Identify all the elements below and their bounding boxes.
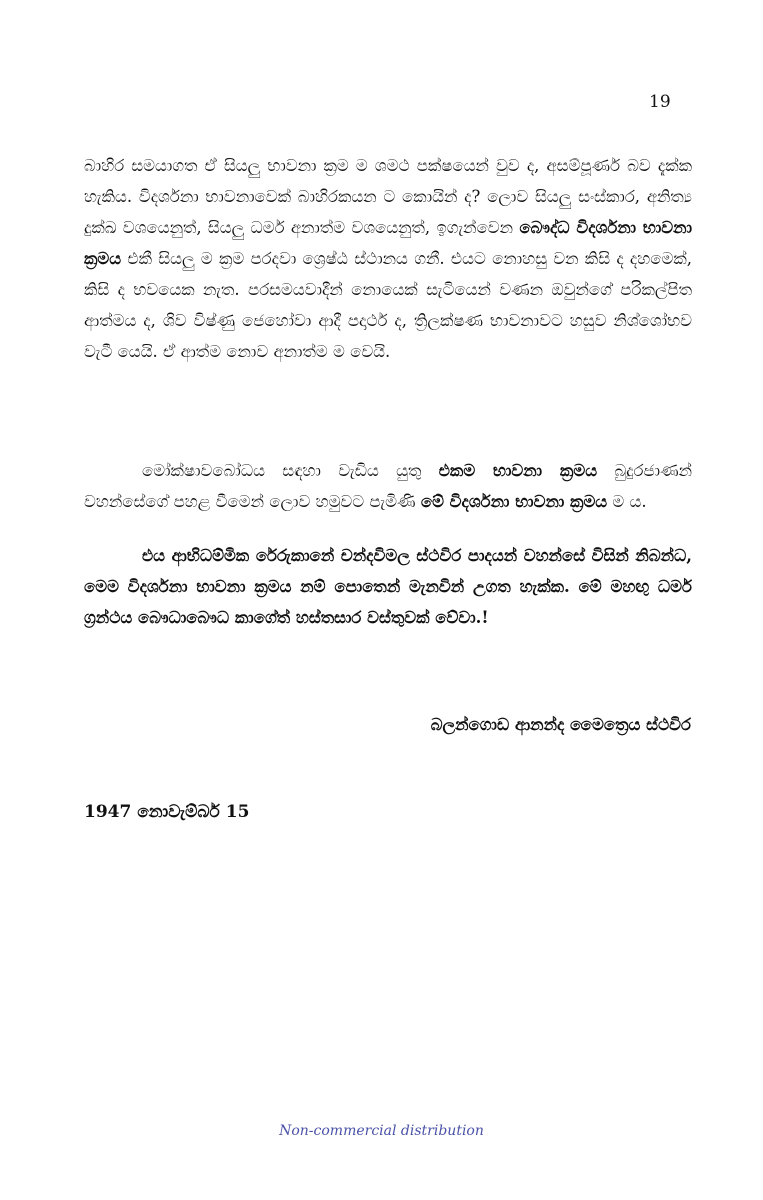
paragraph-2-text-a: මෝක්ෂාවබෝධය සඳහා වැඩිය යුතු — [142, 461, 439, 480]
signature: බලන්ගොඩ ආනන්ද මෛත්‍රෙය ස්ථවිර — [430, 715, 691, 734]
paragraph-1-bold-a: බෞද්ධ විදර්ශනා භාවනා ක්‍රමය — [84, 218, 692, 268]
paragraph-2-bold-a: එකම භාවනා ක්‍රමය — [438, 461, 598, 480]
paragraph-2-text-c: ම ය. — [607, 492, 647, 511]
paragraph-1-text-a: බාහිර සමයාගත ඒ සියලු භාවනා ක්‍රම ම ශමථ පක්ෂයෙන් වුව ද, අසම්පූර්ණ බව දැක්ක හැකිය. විදර්ශනා භාවනාවෙක් බාහිරකයන ට කොයින් ද? ලොව සියලු සංස්කාර, අනිත්‍ය දුක්ඛ වශයෙනුත්, සියලු ධර්ම අනාත්ම වශයෙනුත්, ඉගැන්වෙන — [84, 156, 692, 237]
date: 1947 නොවැම්බර් 15 — [84, 802, 250, 822]
paragraph-2-text-b: බුදුරජාණන් වහන්සේගේ පහළ වීමෙන් ලොව හමුවට පැමිණි — [84, 461, 692, 511]
paragraph-1 — [84, 150, 692, 367]
page-number: 19 — [649, 92, 671, 112]
footer-distribution-note: Non-commercial distribution — [279, 1123, 484, 1139]
paragraph-1-text-b: එකී සියලු ම ක්‍රම පරදවා ශ්‍රෙෂ්ඨ ස්ථානය ගනී. එයට නොහසු වන කිසි ද දහමෙක්, කිසි ද භවයෙක නැත. පරසමයවාදීන් නොයෙක් සැටියෙන් වණන ඔවුන්ගේ පරිකල්පිත ආත්මය ද, ශිව විෂ්ණු ජෙහෝවා ආදී පදාර්ථ ද, ත්‍රිලක්ෂණ භාවනාවට හසුව නිශ්ශෝභව වැටී යෙයි. ඒ ආත්ම නොව අනාත්ම ම වෙයි. — [84, 249, 692, 361]
paragraph-2-bold-b: මේ විදර්ශනා භාවනා ක්‍රමය — [420, 492, 608, 511]
paragraph-2 — [84, 455, 692, 517]
paragraph-3: එය ආභිධම්මික රේරුකානේ චන්දවිමල ස්ථවිර පාදයන් වහන්සේ විසින් නිබන්ධ, මෙම විදර්ශනා භාවනා ක්‍රමය නම් පොතෙන් මැනවින් උගත හැක්ක. මේ මහඟු ධර්ම ග්‍රන්ථය බෞධාබෞධ කාගේත් හස්තසාර වස්තුවක් වේවා.! — [84, 546, 692, 627]
